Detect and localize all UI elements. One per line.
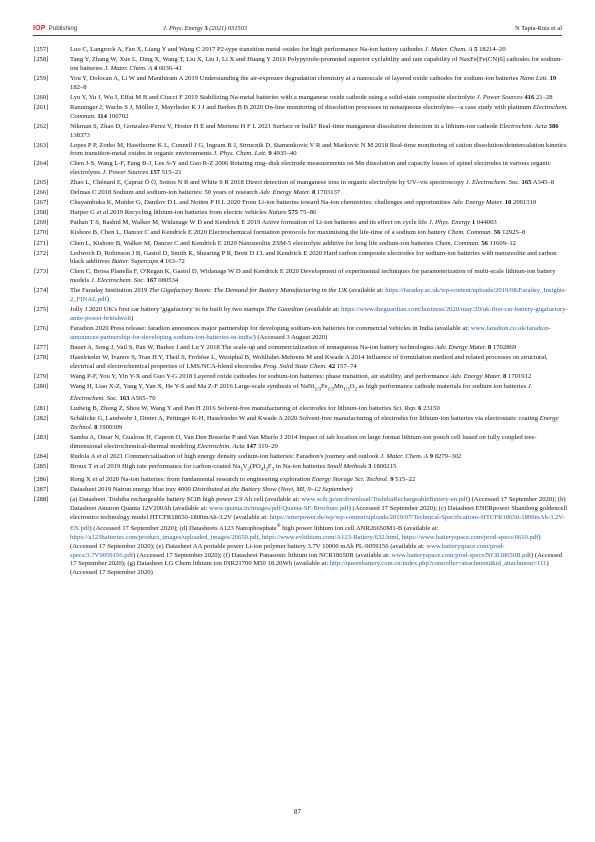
reference-text: Tang Y, Zhang W, Xue L, Ding X, Wang T, Liu X, Liu J, Li X and Huang Y 2016 Polypyrrole-promoted superior cyclability and rate capability of NaxFe[Fe(CN)6] cathodes for sodium-ion batteries — [70, 56, 563, 72]
reference-italic: J. Mater. Chem. A — [380, 452, 429, 460]
reference-text: 2019 Recycling lithium-ion batteries from electric vehicles — [108, 209, 269, 217]
reference-text: 138373 — [70, 131, 90, 139]
reference-italic: J. Phys. Chem. Lett. — [213, 150, 267, 158]
reference-italic: Adv. Energy Mater. — [450, 372, 502, 380]
reference-text: Samba A, Omar N, Gualous H, Capron O, Van Den Bossche P and Van Mierlo J 2014 Impact of tab location on large format lithium-ion pouch cell based on fully coupled tree-dimensional electrochemical-thermal modeling — [70, 433, 537, 450]
reference-subscript: 1/3 — [314, 387, 321, 393]
reference-text: 23150 — [421, 405, 440, 413]
reference-number: [280] — [34, 382, 49, 390]
reference-text: as high performance cathode materials for sodium ion batteries — [356, 382, 528, 390]
header-authors: N Tapia-Ruiz et al — [515, 25, 562, 32]
reference-italic: J. Mater. Chem. A — [104, 64, 153, 72]
reference-text: ) (Accessed 17 September 2020) — [70, 560, 549, 577]
reference-subscript: 2 — [247, 467, 250, 473]
reference-number: [265] — [34, 179, 49, 187]
reference-text: Mn — [334, 382, 344, 390]
reference-text: Rudola A — [70, 452, 97, 460]
reference-italic: J. Mater. Chem. A — [424, 46, 473, 53]
reference-volume: 9 — [429, 452, 434, 460]
reference-text: Ludwig B, Zheng Z, Shou W, Wang Y and Pan H 2016 Solvent-free manufacturing of electrodes for lithium-ion batteries — [70, 405, 394, 413]
reference-link[interactable]: www.quanta.in/images/pdf/Quanta-SF-Brochure.pdf — [209, 505, 349, 513]
reference-list — [34, 46, 568, 579]
reference-volume: 9 — [390, 476, 394, 484]
reference-number: [284] — [34, 452, 49, 460]
reference-text: high power lithium ion cell ANR26650M1-B (available at: — [280, 525, 439, 533]
reference-item — [34, 433, 568, 452]
reference-item — [34, 496, 568, 578]
reference-volume: 8 — [503, 372, 507, 380]
reference-subscript: 3 — [240, 467, 243, 473]
reference-volume: 5 — [474, 46, 478, 53]
reference-item — [34, 46, 568, 55]
reference-number: [269] — [34, 219, 49, 227]
reference-number: [263] — [34, 141, 49, 149]
reference-number: [267] — [34, 199, 49, 207]
reference-text: Haselrieder W, Ivanov S, Tran H Y, Theil S, Froböse L, Westphal B, Wohlfahrt-Mehrens M and Kwade A 2014 Influence of formulation method and related processes on structural, electrical and electrochemical properties of LMS/NCA-blend electrodes — [70, 353, 548, 370]
reference-number: [270] — [34, 229, 49, 237]
reference-text: O — [349, 382, 355, 390]
reference-number: [271] — [34, 239, 49, 247]
publisher-name: Publishing — [48, 25, 78, 32]
reference-text: Fe — [320, 382, 328, 390]
reference-text: Chen L, Kishore B, Walker M, Dancer C and Kendrick E 2020 Nanozeolite ZSM-5 electrolyte additive for long life sodium-ion batteries — [70, 239, 436, 247]
reference-item — [34, 74, 568, 93]
reference-subscript: 4 — [260, 467, 264, 473]
reference-link[interactable]: https://www.batteryspace.com/prod-specs/6610.pdf — [401, 533, 539, 541]
reference-item — [34, 160, 568, 178]
reference-text: 1702869 — [491, 343, 517, 351]
reference-text: Chayambuka K, Mulder G, Danilov D L and Notten P H L 2020 From Li-ion batteries toward Na-ion chemistries: challenges and opportunities — [70, 199, 453, 207]
reference-subscript: 1/3 — [343, 387, 350, 393]
reference-text: (available at: — [303, 306, 342, 314]
reference-italic: The Guardian — [266, 306, 304, 314]
reference-text: F — [267, 462, 272, 470]
reference-text: ) (Accessed 17 September 2020); (f) Datasheet Panasonic lithium ion NCR18650B (available at: — [133, 551, 392, 559]
reference-text: 2001310 — [511, 199, 537, 207]
reference-italic: Nature — [268, 209, 287, 217]
reference-item — [34, 268, 568, 286]
reference-link[interactable]: https://www.theguardian.com/business/2020/may/20/uk-first-car-battery-gigafactory-amte-power-britishvolt — [70, 306, 568, 322]
reference-italic: Prog. Solid State Chem. — [263, 362, 327, 370]
reference-volume: 4 — [159, 258, 164, 266]
reference-item — [34, 405, 568, 414]
reference-text: ) (Accessed 17 September 2020); (c) Datasheet ENERpower Shandong goldencell electronics technology model HTCFR18650-1800mAh-3.2V (available at: — [70, 505, 568, 521]
reference-number: [260] — [34, 93, 49, 101]
reference-italic: The Gigafactory Boom: The Demand for Battery Manufacturing in the UK — [148, 287, 348, 295]
reference-text: 2021 Commercialisation of high energy density sodium-ion batteries: Faradion's journey and outlook — [108, 452, 381, 460]
reference-text: (PO — [249, 462, 261, 470]
reference-item — [34, 415, 568, 433]
reference-text: 319–29 — [256, 442, 278, 450]
journal-year-article: (2021) 031503 — [209, 25, 248, 32]
reference-item — [34, 306, 568, 324]
reference-volume: 56 — [481, 239, 488, 247]
reference-text: Ledwoch D, Robinson J B, Gastol D, Smith K, Shearing P R, Brett D J L and Kendrick E 2020 Hard carbon composite electrodes for sodium-ion batteries with nanozeolite and carbon black additives — [70, 249, 557, 266]
reference-text: Luo C, Langrock A, Fan X, Liang Y and Wang C 2017 P2-type transition metal oxides for high performance Na-ion battery cathodes — [70, 46, 425, 53]
reference-text: 75–86 — [298, 209, 317, 217]
reference-number: [258] — [34, 56, 49, 64]
reference-item — [34, 103, 568, 122]
reference-text: Rong X — [70, 476, 93, 484]
reference-volume: 3 — [368, 462, 372, 470]
reference-number: [281] — [34, 405, 49, 413]
reference-italic: et al — [96, 452, 109, 460]
reference-item — [34, 353, 568, 372]
reference-volume: 165 — [521, 179, 532, 187]
reference-text: Bauer A, Song J, Vail S, Pan W, Barker J and Lu Y 2018 The scale-up and commercialization of nonaqueous Na-ion battery technologies — [70, 343, 436, 351]
journal-citation — [163, 25, 247, 32]
reference-number: [279] — [34, 372, 49, 380]
reference-volume: 56 — [493, 229, 501, 237]
reference-number: [278] — [34, 353, 49, 361]
journal-name: J. Phys. Energy — [163, 25, 203, 32]
reference-text: 2020 Na-ion batteries: from fundamental research to engineering exploration — [104, 476, 312, 484]
reference-italic: Electrochim. Acta — [197, 442, 245, 450]
reference-link[interactable]: https://a123batteries.com/product_images/uploaded_images/26650.pdf — [70, 533, 259, 541]
reference-item — [34, 372, 568, 382]
reference-number: [259] — [34, 74, 49, 82]
reference-text: Pathan T S, Rashid M, Walker M, Widanage W D and Kendrick E 2019 Active formation of Li-ion batteries and its effect on cycle life — [70, 219, 429, 227]
reference-item — [34, 209, 568, 218]
reference-text: 1900309 — [97, 423, 123, 431]
reference-italic: J. Power Sources — [102, 169, 149, 177]
reference-text: ) (Accessed 17 September 2020); (b) Datasheet Amaron Quanta 12V200Ah (available at: — [70, 496, 566, 513]
reference-number: [288] — [34, 496, 49, 504]
reference-text: Delmas C 2018 Sodium and sodium-ion batteries: 50 years of research — [70, 189, 260, 197]
journal-volume: 3 — [204, 25, 208, 32]
reference-link[interactable]: www.scib.jp/en/download/ToshibaRechargeableBattery-en.pdf — [301, 496, 468, 504]
reference-item — [34, 229, 568, 238]
reference-text: 515–21 — [159, 169, 182, 177]
reference-text: Chen J-S, Wang L-F, Fang B-J, Lee S-Y and Guo R-Z 2006 Rotating ring–disk electrode measurements on Mn dissolution and capacity losses of spinel electrodes in various organic electrolytes — [70, 160, 551, 177]
reference-text: 163–72 — [163, 258, 185, 266]
reference-italic: J. Phys. Energy — [428, 219, 471, 227]
reference-item — [34, 239, 568, 249]
reference-item — [34, 179, 568, 188]
reference-number: [282] — [34, 415, 49, 423]
reference-link[interactable]: www.batteryspace.com/prod-specs/NCR18650B.pdf — [391, 551, 532, 559]
reference-text: Wang P-F, You Y, Yin Y-X and Guo Y-G 2018 Layered oxide cathodes for sodium-ion batteries: phase transition, air stability, and performance — [70, 372, 451, 380]
reference-text: 4935–40 — [271, 150, 297, 158]
reference-text: ) — [131, 315, 134, 322]
reference-italic: J. Electrochem. Soc. — [465, 179, 520, 187]
reference-italic: Electrochim. Acta — [499, 122, 547, 130]
reference-text: Ranninger J, Wachs S J, Möller J, Mayrhofer K J J and Berkes B B 2020 On-line monitoring of dissolution processes in nonaqueous electrolytes—a case study with platinum — [70, 103, 533, 111]
reference-italic: Sci. Rep. — [393, 405, 417, 413]
reference-text: 8279–302 — [433, 452, 462, 460]
reference-italic: Chem. Commun. — [447, 229, 493, 237]
reference-text: 1701912 — [506, 372, 532, 380]
reference-item — [34, 287, 568, 305]
reference-item — [34, 325, 568, 343]
reference-subscript: 2 — [265, 467, 268, 473]
reference-number: [264] — [34, 160, 49, 168]
reference-text: , — [258, 533, 262, 541]
reference-number: [274] — [34, 287, 49, 295]
reference-text: Lopes P P, Zorko M, Hawthorne K L, Connell J G, Ingram B J, Strmcnik D, Stamenkovic V R and Markovic N M 2018 Real-time monitoring of cation dissolution/deintercalation kinetics from transition-metal oxides in organic environments — [70, 141, 567, 158]
reference-volume: 114 — [97, 112, 107, 120]
reference-text: 044003 — [475, 219, 497, 227]
reference-superscript: ® — [276, 523, 281, 529]
reference-italic: et al — [93, 462, 106, 470]
page-header — [33, 24, 562, 38]
reference-number: [268] — [34, 209, 49, 217]
reference-text: The Faraday Institution 2019 — [70, 287, 149, 295]
reference-number: [272] — [34, 249, 49, 257]
reference-volume: 147 — [246, 442, 257, 450]
reference-volume: 4 — [153, 64, 158, 72]
reference-italic: Adv. Energy Mater. — [259, 189, 311, 197]
reference-text: 157–74 — [335, 362, 357, 370]
reference-text: 12925–8 — [500, 229, 526, 237]
reference-number: [266] — [34, 189, 49, 197]
publisher-logo — [33, 25, 77, 32]
reference-number: [276] — [34, 325, 49, 333]
reference-text: , — [398, 533, 402, 541]
header-rule — [33, 35, 562, 36]
reference-number: [257] — [34, 46, 49, 53]
reference-text: You Y, Dolocan A, Li W and Manthiram A 2019 Understanding the air-exposure degradation chemistry at a nanoscale of layered oxide cathodes for sodium-ion batteries — [70, 74, 520, 82]
reference-text: Nikman S, Zhao D, Gonzalez-Perez V, Hoster H E and Mertens H F L 2021 Surface or bulk? Real-time manganese dissolution detection in a lithium-ion cathode — [70, 122, 500, 130]
reference-text: 182–8 — [70, 83, 87, 91]
reference-link[interactable]: https://faraday.ac.uk/wp-content/uploads/2019/08/Faraday_Insights-2_FINAL.pdf — [70, 287, 567, 304]
reference-link[interactable]: http://queenbattery.com.cn/index.php?controller=attachment&id_attachment=111 — [329, 560, 547, 568]
reference-number: [283] — [34, 433, 49, 441]
reference-text: Chen C, Brosa Planella F, O'Regan K, Gastol D, Widanage W D and Kendrick E 2020 Development of experimental techniques for parameterization of multi-scale lithium-ion battery models — [70, 268, 556, 285]
reference-volume: 163 — [119, 395, 130, 403]
reference-item — [34, 219, 568, 228]
reference-number: [286] — [34, 476, 49, 484]
reference-number: [277] — [34, 343, 49, 351]
reference-text: Broux T — [70, 462, 94, 470]
reference-item — [34, 249, 568, 268]
reference-volume: 19 — [549, 74, 557, 82]
reference-italic: Nano Lett. — [519, 74, 548, 82]
reference-item — [34, 462, 568, 475]
reference-item — [34, 56, 568, 74]
reference-text: Datasheet 2019 Natron energy blue tray 4000 — [70, 486, 193, 494]
reference-item — [34, 476, 568, 485]
reference-text: V — [242, 462, 248, 470]
reference-volume: 8 — [311, 189, 316, 197]
reference-italic: Energy Storage Sci. Technol. — [311, 476, 389, 484]
reference-volume: 10 — [504, 199, 512, 207]
reference-subscript: 2 — [354, 387, 357, 393]
reference-item — [34, 199, 568, 208]
reference-text: Wang H, Liao X-Z, Yang Y, Yan X, He Y-S and Ma Z-F 2016 Large-scale synthesis of NaNi — [70, 382, 315, 390]
reference-italic: et al — [96, 209, 109, 217]
page-number: 87 — [294, 808, 301, 816]
reference-italic: et al — [92, 476, 105, 484]
reference-text: ) (Accessed 17 September 2020); (e) Datasheet AA portable power Li-ion polymer battery 3.7V 10000 mAh PL-9059156 (available at: — [70, 533, 541, 550]
reference-item — [34, 452, 568, 462]
reference-subscript: 1/3 — [327, 387, 335, 393]
reference-item — [34, 93, 568, 103]
reference-italic: Energy Technol. — [70, 415, 559, 431]
reference-item — [34, 189, 568, 198]
reference-text: (available at: — [347, 287, 386, 295]
reference-text: 106702 — [106, 112, 129, 120]
reference-volume: 575 — [288, 209, 299, 217]
reference-text: (a) Datasheet. Toshiba rechargeable battery SCiB high power 2.9 Ah cell (available at: — [70, 496, 302, 504]
reference-subscript: 3 — [271, 467, 275, 473]
reference-text: 11609–12 — [488, 239, 516, 247]
reference-item — [34, 141, 568, 160]
reference-volume: 167 — [146, 277, 157, 285]
reference-volume: 416 — [524, 93, 535, 101]
reference-text: A565–70 — [129, 395, 156, 403]
reference-text: Faradion 2020 Press release: faradion announces major partnership for developing sodium-ion batteries for commercial vehicles in India (available at: — [70, 325, 471, 333]
reference-text: 1800215 — [371, 462, 397, 470]
reference-number: [261] — [34, 103, 49, 111]
reference-italic: J. Power Sources — [476, 93, 523, 101]
reference-number: [262] — [34, 122, 49, 130]
reference-volume: 8 — [487, 343, 492, 351]
reference-item — [34, 382, 568, 404]
reference-volume: 8 — [94, 423, 98, 431]
reference-text: ) — [106, 296, 109, 304]
reference-italic: Distributed at the Battery Show (Novi, MI, 9–12 September) — [192, 486, 353, 494]
reference-text: 18214–20 — [477, 46, 506, 53]
reference-text: Jolly J 2020 UK's first car battery 'gigafactory' to be built by two startups — [70, 306, 267, 314]
reference-italic: J. Electrochem. Soc. — [70, 382, 533, 403]
reference-volume: 386 — [548, 122, 559, 130]
reference-text: Kishore B, Chen L, Dancer C and Kendrick E 2020 Electrochemical formation protocols for maximising the life-time of a sodium ion battery — [70, 229, 448, 237]
reference-italic: Adv. Energy Mater. — [435, 343, 487, 351]
reference-text: 1703137 — [315, 189, 341, 197]
reference-volume: 42 — [328, 362, 336, 370]
reference-text: 080534 — [156, 277, 179, 285]
reference-volume: 9 — [268, 150, 272, 158]
reference-number: [273] — [34, 268, 49, 276]
reference-italic: Electrochem. Commun. — [70, 103, 568, 120]
reference-text: 6036–41 — [157, 64, 183, 72]
reference-text: 2019 High rate performance for carbon-coated Na — [105, 462, 241, 470]
reference-volume: 157 — [150, 169, 160, 177]
reference-italic: Batter. Supercaps — [111, 258, 159, 266]
reference-text: ) (Accessed 3 August 2020) — [253, 333, 328, 341]
reference-text: 515–22 — [393, 476, 416, 484]
reference-text: Lyu Y, Yu J, Wu J, Effat M B and Ciucci F 2019 Stabilizing Na-metal batteries with a manganese oxide cathode using a solid-state composite electrolyte — [70, 93, 477, 101]
reference-text: Harper G — [70, 209, 97, 217]
reference-number: [285] — [34, 462, 49, 470]
reference-number: [287] — [34, 486, 49, 494]
reference-italic: Chem. Commun. — [435, 239, 480, 247]
reference-italic: Adv. Energy Mater. — [452, 199, 504, 207]
reference-text: Zhao L, Chénard E, Çapraz Ö Ö, Sottos N R and White S R 2018 Direct detection of manganese ions in organic electrolyte by UV–vis spectroscopy — [70, 179, 466, 187]
reference-item — [34, 343, 568, 353]
reference-text: Schälicke G, Landwehr I, Dinter A, Pettinger K-H, Haselrieder W and Kwade A 2020 Solvent-free manufacturing of electrodes for lithium-ion batteries via electrostatic coating — [70, 415, 540, 423]
reference-number: [275] — [34, 306, 49, 314]
reference-text: ) — [263, 462, 266, 470]
reference-volume: 1 — [471, 219, 476, 227]
reference-link[interactable]: https://enerpower.de/wp/wp-content/uploads/2019/07/Technical-Specifications-HTCFR18650-1800mAh-3.2V-EN.pdf — [70, 513, 565, 533]
reference-text: in Na-ion batteries — [274, 462, 327, 470]
reference-text: A345–8 — [531, 179, 555, 187]
reference-text: ) (Accessed 17 September 2020); (d) Datasheets A123 Nanophosphate — [89, 525, 277, 533]
reference-link[interactable]: www.faradion.co.uk/faradion-announces-partnership-for-developing-sodium-ion-batteries-in-india/ — [70, 325, 551, 341]
reference-link[interactable]: https://www.evlithium.com/A123-Battery/632.html — [261, 533, 399, 541]
reference-text: 21–28 — [534, 93, 553, 101]
reference-volume: 6 — [418, 405, 422, 413]
reference-link[interactable]: www.batteryspace.com/prod-specs/3.7V9059156.pdf — [70, 542, 505, 559]
reference-item — [34, 122, 568, 141]
reference-text: ) (Accessed 17 September 2020); (g) Datasheet LG Chem lithium ion INR21700 M50 18.20Wh (available at: — [70, 551, 563, 568]
reference-italic: J. Electrochem. Soc. — [90, 277, 145, 285]
iop-logo: IOP — [33, 25, 46, 32]
reference-item — [34, 486, 568, 495]
reference-italic: Small Methods — [326, 462, 367, 470]
